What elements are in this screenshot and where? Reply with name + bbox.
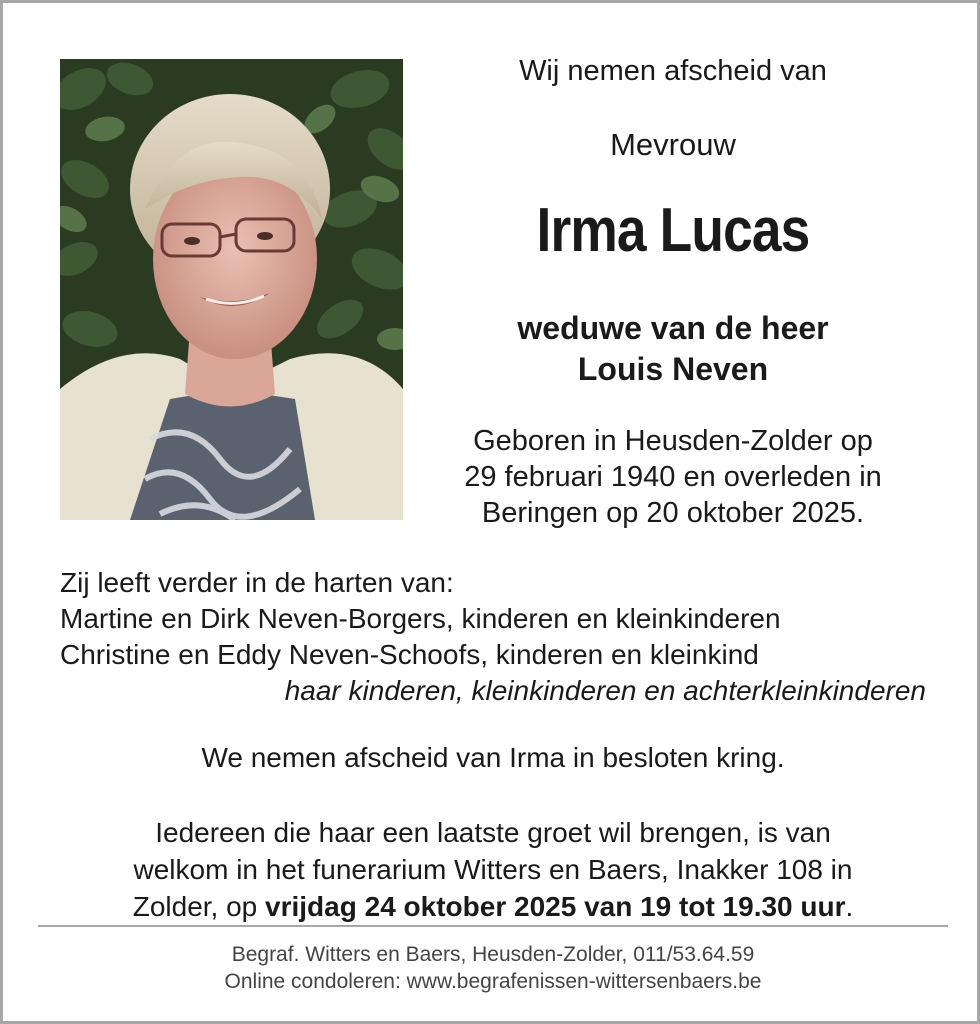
visit-suffix: . [845,891,854,922]
honorific: Mevrouw [610,127,736,162]
birth-line: Geboren in Heusden-Zolder op [473,425,873,457]
intro-text: Wij nemen afscheid van [519,55,827,87]
mourners-intro: Zij leeft verder in de harten van: [60,567,454,598]
portrait-photo [60,59,403,520]
spouse-line: weduwe van de heer [517,310,829,346]
divider [38,925,948,927]
deceased-name: Irma Lucas [536,196,810,265]
birth-line: 29 februari 1940 en overleden in [464,461,882,493]
spouse-name: Louis Neven [577,351,769,387]
mourner-line: Martine en Dirk Neven-Borgers, kinderen en kleinkinderen [60,603,781,634]
undertaker-info: Begraf. Witters en Baers, Heusden-Zolder, 011/53.64.59 [231,943,755,966]
visitation-block [43,814,943,925]
farewell-text: We nemen afscheid van Irma in besloten kring. [201,742,785,773]
mourner-line: Christine en Eddy Neven-Schoofs, kinderen en kleinkind [60,639,759,670]
birth-death-block [418,423,928,531]
visit-line: Iedereen die haar een laatste groet wil brengen, is van [155,817,831,848]
online-condolence-link[interactable]: Online condoleren: www.begrafenissen-wittersenbaers.be [224,970,762,993]
visit-line [43,888,943,925]
visit-prefix: Zolder, op [132,891,266,922]
spouse-block [418,308,928,390]
mourner-family-line: haar kinderen, kleinkinderen en achterkleinkinderen [284,675,926,706]
footer [43,941,943,995]
visit-line: welkom in het funerarium Witters en Baers, Inakker 108 in [133,854,853,885]
mourners-block [60,565,940,709]
birth-line: Beringen op 20 oktober 2025. [481,497,865,529]
visit-date: vrijdag 24 oktober 2025 van 19 tot 19.30 uur [265,891,846,922]
